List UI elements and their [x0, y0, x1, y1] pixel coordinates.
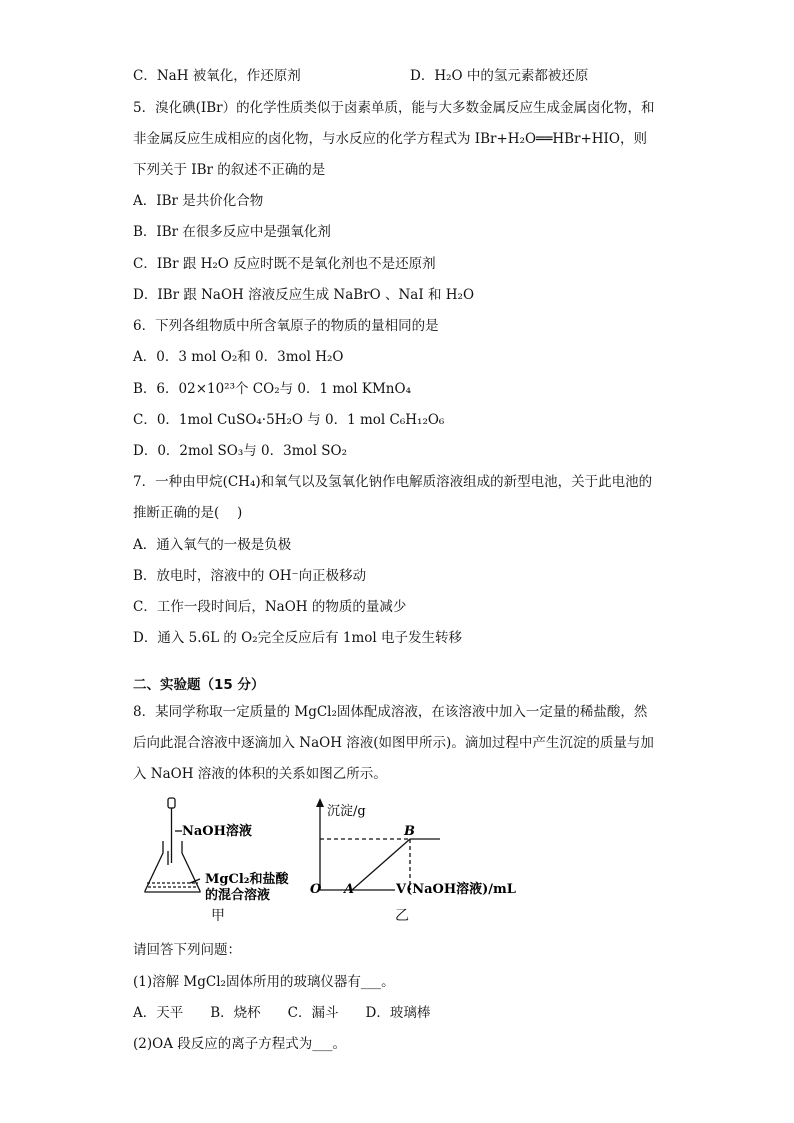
q5-stem-3: 下列关于 IBr 的叙述不正确的是	[133, 162, 326, 178]
q6-option-c: C．0．1mol CuSO₄·5H₂O 与 0．1 mol C₆H₁₂O₆	[133, 412, 445, 428]
q7-option-c: C．工作一段时间后，NaOH 的物质的量减少	[133, 599, 407, 615]
y-axis-label: 沉淀/g	[327, 804, 366, 819]
q5-stem-2: 非金属反应生成相应的卤化物，与水反应的化学方程式为 IBr+H₂O══HBr+HIO，则	[133, 131, 647, 147]
q4-option-d: D．H₂O 中的氢元素都被还原	[410, 68, 589, 84]
x-axis-label: V(NaOH溶液)/mL	[396, 882, 516, 897]
q5-option-b: B．IBr 在很多反应中是强氧化剂	[133, 224, 331, 240]
caption-jia: 甲	[211, 908, 225, 924]
flask-apparatus	[145, 798, 200, 892]
figure-group	[130, 795, 550, 930]
q6-stem: 6．下列各组物质中所含氧原子的物质的量相同的是	[133, 318, 439, 334]
q7-stem-1: 7．一种由甲烷(CH₄)和氧气以及氢氧化钠作电解质溶液组成的新型电池，关于此电池的	[133, 474, 653, 490]
q5-option-a: A．IBr 是共价化合物	[133, 193, 264, 209]
sub-question-2: (2)OA 段反应的离子方程式为___。	[133, 1036, 346, 1052]
dropper-bulb	[168, 798, 175, 808]
figure-svg	[130, 795, 550, 930]
questions-intro: 请回答下列问题：	[133, 942, 241, 958]
mixture-label-1: MgCl₂和盐酸	[205, 872, 289, 887]
sub-question-1-options: A．天平 B．烧杯 C．漏斗 D．玻璃棒	[133, 1005, 431, 1021]
q8-stem-1: 8．某同学称取一定质量的 MgCl₂固体配成溶液，在该溶液中加入一定量的稀盐酸，然	[133, 704, 648, 720]
q5-stem-1: 5．溴化碘(IBr）的化学性质类似于卤素单质，能与大多数金属反应生成金属卤化物，和	[133, 100, 655, 116]
y-axis-arrow	[316, 798, 324, 807]
q7-option-b: B．放电时，溶液中的 OH⁻向正极移动	[133, 568, 367, 584]
flask-outline	[145, 841, 200, 892]
q5-option-d: D．IBr 跟 NaOH 溶液反应生成 NaBrO 、NaI 和 H₂O	[133, 287, 475, 303]
q6-option-b: B．6．02×10²³个 CO₂与 0．1 mol KMnO₄	[133, 381, 411, 397]
q8-stem-3: 入 NaOH 溶液的体积的关系如图乙所示。	[133, 766, 387, 782]
q4-option-c: C．NaH 被氧化，作还原剂	[133, 68, 301, 84]
origin-label: O	[310, 882, 322, 897]
q7-option-a: A．通入氧气的一极是负极	[133, 537, 292, 553]
point-b-label: B	[404, 824, 415, 839]
sub-question-1: (1)溶解 MgCl₂固体所用的玻璃仪器有___。	[133, 974, 395, 990]
q5-option-c: C．IBr 跟 H₂O 反应时既不是氧化剂也不是还原剂	[133, 256, 436, 272]
mixture-label-2: 的混合溶液	[205, 888, 271, 903]
q7-stem-2: 推断正确的是( )	[133, 505, 243, 521]
q7-option-d: D．通入 5.6L 的 O₂完全反应后有 1mol 电子发生转移	[133, 630, 463, 646]
q8-stem-2: 后向此混合溶液中逐滴加入 NaOH 溶液(如图甲所示)。滴加过程中产生沉淀的质量与加	[133, 735, 654, 751]
naoh-label: NaOH溶液	[182, 824, 252, 839]
point-a-label: A	[344, 882, 355, 897]
caption-yi: 乙	[395, 908, 409, 924]
q6-option-a: A．0．3 mol O₂和 0．3mol H₂O	[133, 349, 344, 365]
q6-option-d: D．0．2mol SO₃与 0．3mol SO₂	[133, 443, 348, 459]
section-heading: 二、实验题（15 分）	[133, 677, 265, 693]
